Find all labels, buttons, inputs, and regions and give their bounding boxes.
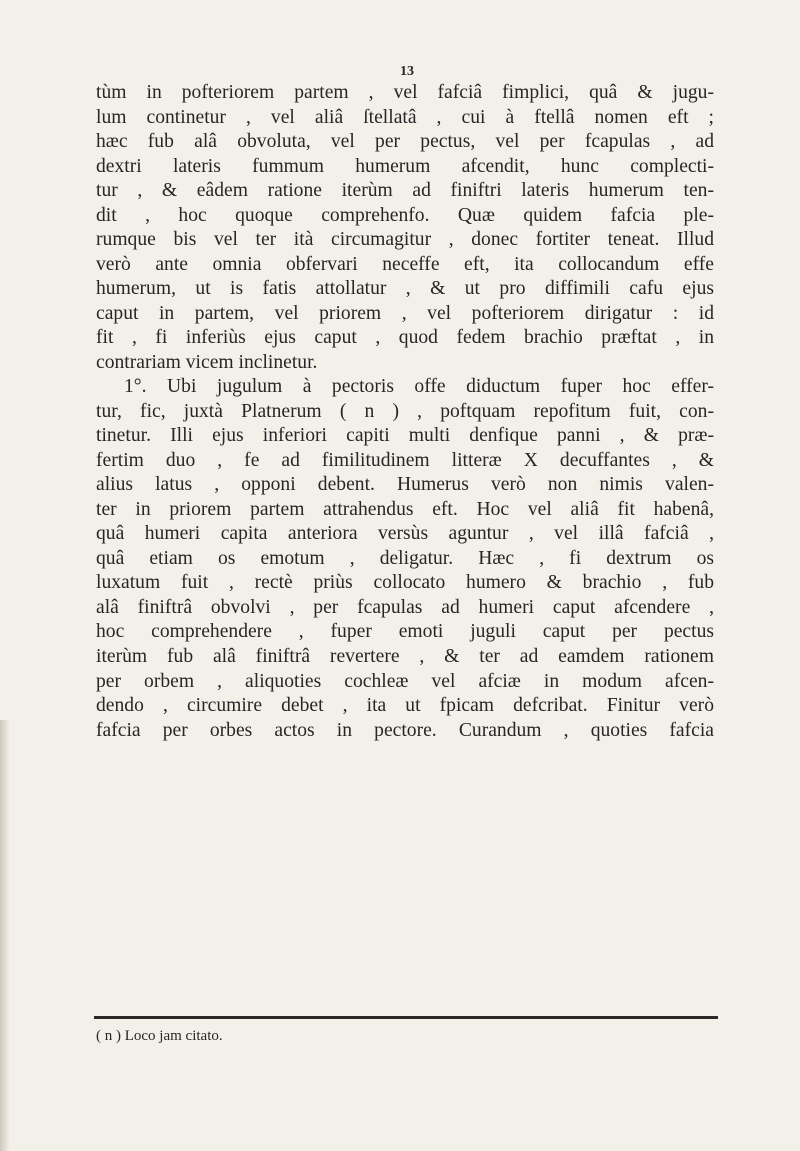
text-line: quâ etiam os emotum , deligatur. Hæc , fi dextrum os <box>96 547 714 569</box>
text-line: tur , & eâdem ratione iterùm ad finiftri lateris humerum ten- <box>96 180 714 202</box>
text-line: fafcia per orbes actos in pectore. Curandum , quoties fafcia <box>96 719 714 741</box>
text-line: per orbem , aliquoties cochleæ vel afciæ in modum afcen- <box>96 670 714 692</box>
text-line: iterùm fub alâ finiftrâ revertere , & ter ad eamdem rationem <box>96 646 714 668</box>
text-line: 1°. Ubi jugulum à pectoris offe diductum fuper hoc effer- <box>124 376 714 397</box>
text-line: alius latus , opponi debent. Humerus verò non nimis valen- <box>96 474 714 496</box>
text-line: luxatum fuit , rectè priùs collocato humero & brachio , fub <box>96 572 714 594</box>
text-line: dextri lateris fummum humerum afcendit, hunc complecti- <box>96 155 714 177</box>
text-line: hæc fub alâ obvoluta, vel per pectus, vel per fcapulas , ad <box>96 131 714 153</box>
text-line: caput in partem, vel priorem , vel pofteriorem dirigatur : id <box>96 302 714 324</box>
text-line: dendo , circumire debet , ita ut fpicam defcribat. Finitur verò <box>96 695 714 717</box>
text-line: alâ finiftrâ obvolvi , per fcapulas ad humeri caput afcendere , <box>96 596 714 618</box>
text-line: contrariam vicem inclinetur. <box>96 352 318 374</box>
page-number: 13 <box>400 64 414 79</box>
text-line: hoc comprehendere , fuper emoti juguli caput per pectus <box>96 621 714 643</box>
page-edge-shadow <box>0 720 10 1151</box>
text-line: ter in priorem partem attrahendus eft. Hoc vel aliâ fit habenâ, <box>96 498 714 520</box>
text-line: rumque bis vel ter ità circumagitur , donec fortiter teneat. Illud <box>96 229 714 251</box>
text-line: tur, fic, juxtà Platnerum ( n ) , poftquam repofitum fuit, con- <box>96 400 714 422</box>
paragraph-1 <box>96 82 714 377</box>
text-line: quâ humeri capita anteriora versùs aguntur , vel illâ fafciâ , <box>96 523 714 545</box>
text-line: dit , hoc quoque comprehenfo. Quæ quidem fafcia ple- <box>96 204 714 226</box>
text-line: tinetur. Illi ejus inferiori capiti multi denfique panni , & præ- <box>96 425 714 447</box>
text-line: fit , fi inferiùs ejus caput , quod fedem brachio præftat , in <box>96 327 714 349</box>
paragraph-2 <box>96 376 714 744</box>
text-line: lum continetur , vel aliâ ſtellatâ , cui à ftellâ nomen eft ; <box>96 106 714 128</box>
text-line: humerum, ut is fatis attollatur , & ut pro diffimili cafu ejus <box>96 278 714 300</box>
text-line: tùm in pofteriorem partem , vel fafciâ fimplici, quâ & jugu- <box>96 82 714 103</box>
footnote-divider <box>94 1016 718 1019</box>
footnote: ( n ) Loco jam citato. <box>96 1028 223 1044</box>
text-line: fertim duo , fe ad fimilitudinem litteræ X decuffantes , & <box>96 449 714 471</box>
text-line: verò ante omnia obfervari neceffe eft, ita collocandum effe <box>96 253 714 275</box>
